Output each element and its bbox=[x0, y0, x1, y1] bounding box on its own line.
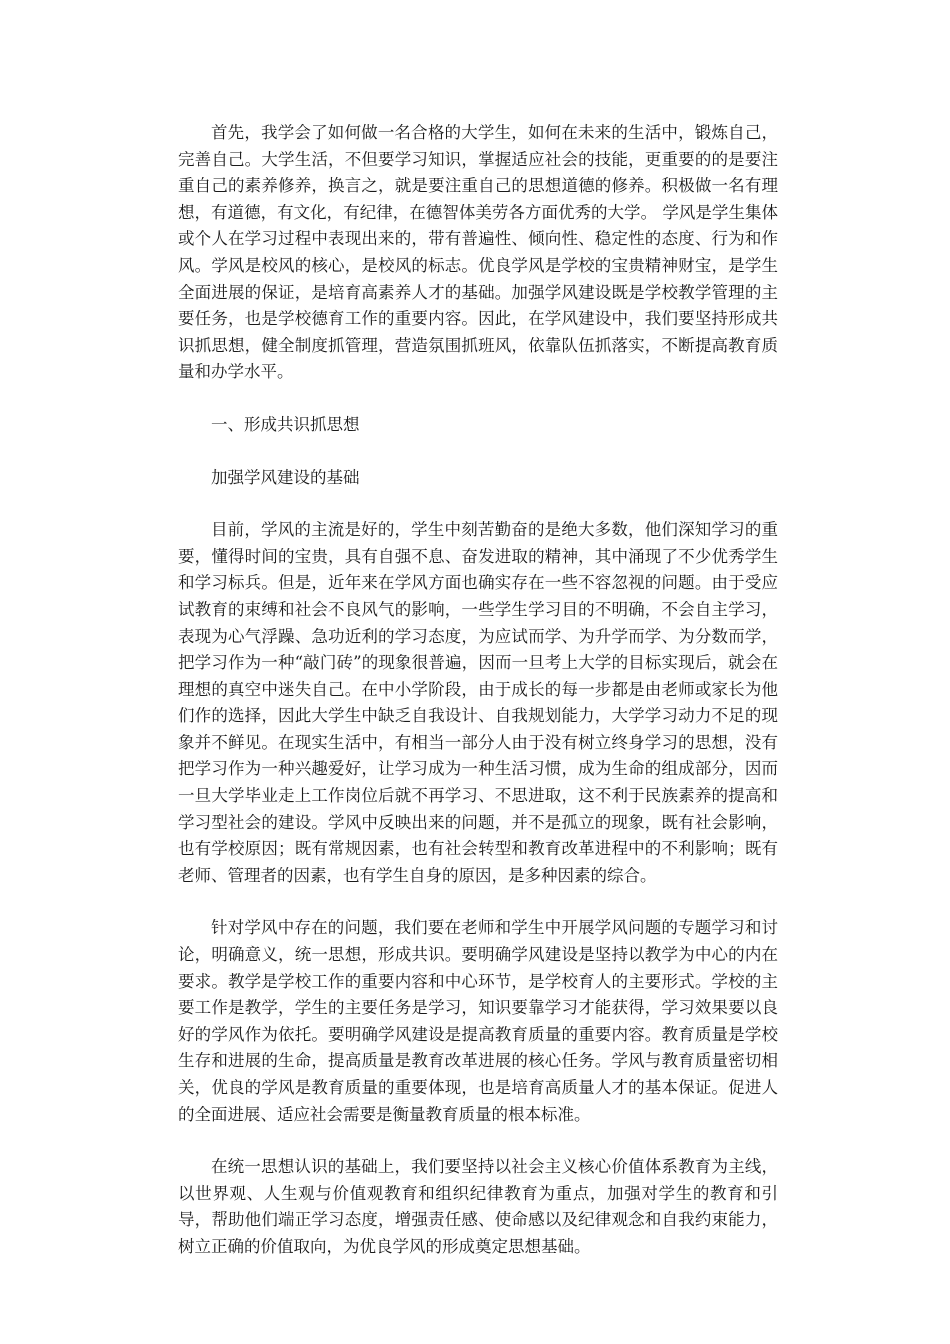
paragraph-gap bbox=[178, 386, 778, 412]
paragraph-gap bbox=[178, 1128, 778, 1154]
paragraph-gap bbox=[178, 889, 778, 915]
paragraph-current-situation: 目前，学风的主流是好的，学生中刻苦勤奋的是绝大多数，他们深知学习的重要，懂得时间的宝贵，具有自强不息、奋发进取的精神，其中涌现了不少优秀学生和学习标兵。但是，近年来在学风方面也确实存在一些不容忽视的问题。由于受应试教育的束缚和社会不良风气的影响，一些学生学习目的不明确，不会自主学习，表现为心气浮躁、急功近利的学习态度，为应试而学、为升学而学、为分数而学，把学习作为一种“敲门砖”的现象很普遍，因而一旦考上大学的目标实现后，就会在理想的真空中迷失自己。在中小学阶段，由于成长的每一步都是由老师或家长为他们作的选择，因此大学生中缺乏自我设计、自我规划能力，大学学习动力不足的现象并不鲜见。在现实生活中，有相当一部分人由于没有树立终身学习的思想，没有把学习作为一种兴趣爱好，让学习成为一种生活习惯，成为生命的组成部分，因而一旦大学毕业走上工作岗位后就不再学习、不思进取，这不利于民族素养的提高和学习型社会的建设。学风中反映出来的问题，并不是孤立的现象，既有社会影响，也有学校原因；既有常规因素，也有社会转型和教育改革进程中的不利影响；既有老师、管理者的因素，也有学生自身的原因，是多种因素的综合。 bbox=[178, 520, 778, 885]
paragraph-intro: 首先，我学会了如何做一名合格的大学生，如何在未来的生活中，锻炼自己，完善自己。大学生活，不但要学习知识，掌握适应社会的技能，更重要的的是要注重自己的素养修养，换言之，就是要注重自己的思想道德的修养。积极做一名有理想，有道德，有文化，有纪律，在德智体美劳各方面优秀的大学。 学风是学生集体或个人在学习过程中表现出来的，带有普遍性、倾向性、稳定性的态度、行为和作风。学风是校风的核心，是校风的标志。优良学风是学校的宝贵精神财宝，是学生全面进展的保证，是培育高素养人才的基础。加强学风建设既是学校教学管理的主要任务，也是学校德育工作的重要内容。因此，在学风建设中，我们要坚持形成共识抓思想，健全制度抓管理，营造氛围抓班风，依靠队伍抓落实，不断提高教育质量和办学水平。 bbox=[178, 123, 778, 382]
section-subheading: 加强学风建设的基础 bbox=[211, 467, 360, 487]
paragraph-foundation: 在统一思想认识的基础上，我们要坚持以社会主义核心价值体系教育为主线，以世界观、人生观与价值观教育和组织纪律教育为重点，加强对学生的教育和引导，帮助他们端正学习态度，增强责任感、使命感以及纪律观念和自我约束能力，树立正确的价值取向，为优良学风的形成奠定思想基础。 bbox=[178, 1157, 778, 1256]
paragraph-gap bbox=[178, 439, 778, 465]
document-body bbox=[178, 120, 778, 1261]
paragraph-consensus: 针对学风中存在的问题，我们要在老师和学生中开展学风问题的专题学习和讨论，明确意义，统一思想，形成共识。要明确学风建设是坚持以教学为中心的内在要求。教学是学校工作的重要内容和中心环节，是学校育人的主要形式。学校的主要工作是教学，学生的主要任务是学习，知识要靠学习才能获得，学习效果要以良好的学风作为依托。要明确学风建设是提高教育质量的重要内容。教育质量是学校生存和进展的生命，提高质量是教育改革进展的核心任务。学风与教育质量密切相关，优良的学风是教育质量的重要体现，也是培育高质量人才的基本保证。促进人的全面进展、适应社会需要是衡量教育质量的根本标准。 bbox=[178, 918, 778, 1124]
section-heading: 一、形成共识抓思想 bbox=[211, 414, 360, 434]
paragraph-gap bbox=[178, 491, 778, 517]
